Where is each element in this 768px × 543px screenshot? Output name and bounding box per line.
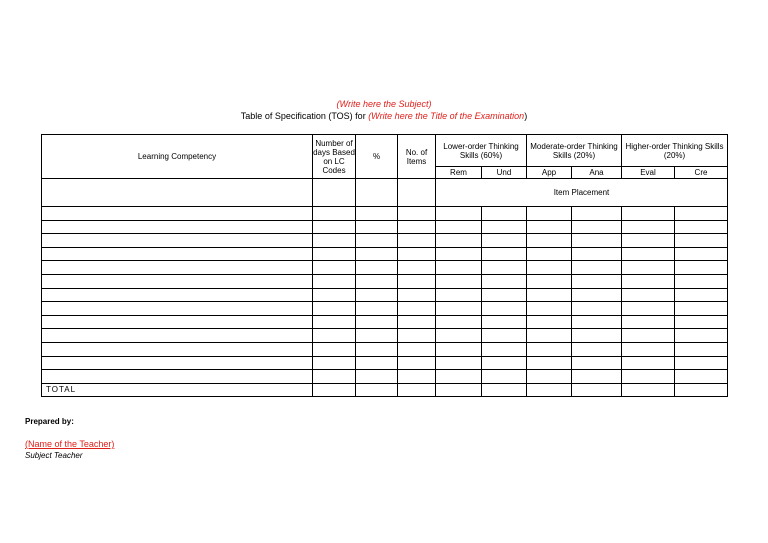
cre-cell[interactable] xyxy=(675,234,728,248)
items-cell[interactable] xyxy=(398,234,436,248)
ana-cell[interactable] xyxy=(572,356,622,370)
eval-cell[interactable] xyxy=(622,370,675,384)
competency-cell[interactable] xyxy=(42,234,313,248)
days-cell[interactable] xyxy=(313,302,356,316)
eval-cell[interactable] xyxy=(622,261,675,275)
items-cell[interactable] xyxy=(398,220,436,234)
percent-cell[interactable] xyxy=(356,261,398,275)
exam-title-placeholder: (Write here the Title of the Examination xyxy=(368,111,525,121)
items-cell[interactable] xyxy=(398,329,436,343)
header-items: No. of Items xyxy=(398,135,436,179)
app-cell[interactable] xyxy=(527,207,572,221)
days-cell[interactable] xyxy=(313,288,356,302)
app-cell[interactable] xyxy=(527,342,572,356)
blank-cell xyxy=(313,179,356,207)
cre-cell[interactable] xyxy=(675,247,728,261)
table-row xyxy=(42,274,728,288)
table-row xyxy=(42,234,728,248)
table-row xyxy=(42,247,728,261)
percent-cell[interactable] xyxy=(356,356,398,370)
blank-cell xyxy=(356,179,398,207)
ana-cell[interactable] xyxy=(572,234,622,248)
und-cell[interactable] xyxy=(482,261,527,275)
title-prefix: Table of Specification (TOS) for xyxy=(240,111,369,121)
und-cell[interactable] xyxy=(482,288,527,302)
total-eval-cell[interactable] xyxy=(622,383,675,396)
eval-cell[interactable] xyxy=(622,288,675,302)
header-cre: Cre xyxy=(675,167,728,179)
ana-cell[interactable] xyxy=(572,220,622,234)
app-cell[interactable] xyxy=(527,329,572,343)
eval-cell[interactable] xyxy=(622,329,675,343)
und-cell[interactable] xyxy=(482,356,527,370)
eval-cell[interactable] xyxy=(622,274,675,288)
days-cell[interactable] xyxy=(313,342,356,356)
items-cell[interactable] xyxy=(398,342,436,356)
items-cell[interactable] xyxy=(398,288,436,302)
table-row xyxy=(42,261,728,275)
competency-cell[interactable] xyxy=(42,315,313,329)
days-cell[interactable] xyxy=(313,220,356,234)
items-cell[interactable] xyxy=(398,356,436,370)
percent-cell[interactable] xyxy=(356,315,398,329)
percent-cell[interactable] xyxy=(356,207,398,221)
cre-cell[interactable] xyxy=(675,315,728,329)
blank-cell xyxy=(42,179,313,207)
items-cell[interactable] xyxy=(398,370,436,384)
header-und: Und xyxy=(482,167,527,179)
rem-cell[interactable] xyxy=(436,342,482,356)
competency-cell[interactable] xyxy=(42,370,313,384)
header-percent: % xyxy=(356,135,398,179)
teacher-role: Subject Teacher xyxy=(25,451,83,460)
cre-cell[interactable] xyxy=(675,342,728,356)
table-row xyxy=(42,207,728,221)
percent-cell[interactable] xyxy=(356,234,398,248)
days-cell[interactable] xyxy=(313,370,356,384)
header-app: App xyxy=(527,167,572,179)
cre-cell[interactable] xyxy=(675,288,728,302)
days-cell[interactable] xyxy=(313,261,356,275)
und-cell[interactable] xyxy=(482,220,527,234)
percent-cell[interactable] xyxy=(356,342,398,356)
eval-cell[interactable] xyxy=(622,207,675,221)
cre-cell[interactable] xyxy=(675,220,728,234)
table-row xyxy=(42,220,728,234)
header-ana: Ana xyxy=(572,167,622,179)
items-cell[interactable] xyxy=(398,261,436,275)
cre-cell[interactable] xyxy=(675,207,728,221)
total-percent-cell[interactable] xyxy=(356,383,398,396)
und-cell[interactable] xyxy=(482,274,527,288)
rem-cell[interactable] xyxy=(436,370,482,384)
competency-cell[interactable] xyxy=(42,329,313,343)
subject-placeholder: (Write here the Subject) xyxy=(336,99,432,109)
total-cre-cell[interactable] xyxy=(675,383,728,396)
und-cell[interactable] xyxy=(482,329,527,343)
app-cell[interactable] xyxy=(527,370,572,384)
table-row xyxy=(42,302,728,316)
table-row xyxy=(42,356,728,370)
rem-cell[interactable] xyxy=(436,220,482,234)
items-cell[interactable] xyxy=(398,247,436,261)
ana-cell[interactable] xyxy=(572,302,622,316)
und-cell[interactable] xyxy=(482,342,527,356)
items-cell[interactable] xyxy=(398,302,436,316)
total-row xyxy=(42,383,728,396)
app-cell[interactable] xyxy=(527,356,572,370)
competency-cell[interactable] xyxy=(42,356,313,370)
eval-cell[interactable] xyxy=(622,302,675,316)
competency-cell[interactable] xyxy=(42,207,313,221)
percent-cell[interactable] xyxy=(356,288,398,302)
ana-cell[interactable] xyxy=(572,342,622,356)
und-cell[interactable] xyxy=(482,247,527,261)
cre-cell[interactable] xyxy=(675,329,728,343)
und-cell[interactable] xyxy=(482,207,527,221)
competency-cell[interactable] xyxy=(42,302,313,316)
days-cell[interactable] xyxy=(313,234,356,248)
ana-cell[interactable] xyxy=(572,329,622,343)
competency-cell[interactable] xyxy=(42,261,313,275)
eval-cell[interactable] xyxy=(622,315,675,329)
header-item-placement: Item Placement xyxy=(436,179,728,207)
rem-cell[interactable] xyxy=(436,302,482,316)
ana-cell[interactable] xyxy=(572,274,622,288)
days-cell[interactable] xyxy=(313,356,356,370)
percent-cell[interactable] xyxy=(356,247,398,261)
items-cell[interactable] xyxy=(398,207,436,221)
table-row xyxy=(42,288,728,302)
total-ana-cell[interactable] xyxy=(572,383,622,396)
app-cell[interactable] xyxy=(527,288,572,302)
cre-cell[interactable] xyxy=(675,261,728,275)
total-label: TOTAL xyxy=(42,383,313,396)
days-cell[interactable] xyxy=(313,247,356,261)
und-cell[interactable] xyxy=(482,370,527,384)
ana-cell[interactable] xyxy=(572,315,622,329)
title-suffix: ) xyxy=(524,111,528,121)
app-cell[interactable] xyxy=(527,220,572,234)
total-und-cell[interactable] xyxy=(482,383,527,396)
table-row xyxy=(42,329,728,343)
eval-cell[interactable] xyxy=(622,342,675,356)
document-title xyxy=(0,111,768,121)
days-cell[interactable] xyxy=(313,315,356,329)
ana-cell[interactable] xyxy=(572,261,622,275)
percent-cell[interactable] xyxy=(356,274,398,288)
total-rem-cell[interactable] xyxy=(436,383,482,396)
table-row xyxy=(42,342,728,356)
rem-cell[interactable] xyxy=(436,261,482,275)
header-higher-order: Higher-order Thinking Skills (20%) xyxy=(622,135,728,167)
competency-cell[interactable] xyxy=(42,247,313,261)
cre-cell[interactable] xyxy=(675,274,728,288)
ana-cell[interactable] xyxy=(572,247,622,261)
app-cell[interactable] xyxy=(527,261,572,275)
app-cell[interactable] xyxy=(527,302,572,316)
app-cell[interactable] xyxy=(527,274,572,288)
competency-cell[interactable] xyxy=(42,342,313,356)
total-days-cell[interactable] xyxy=(313,383,356,396)
table-row xyxy=(42,315,728,329)
und-cell[interactable] xyxy=(482,302,527,316)
cre-cell[interactable] xyxy=(675,302,728,316)
blank-cell xyxy=(398,179,436,207)
ana-cell[interactable] xyxy=(572,370,622,384)
total-items-cell[interactable] xyxy=(398,383,436,396)
competency-cell[interactable] xyxy=(42,274,313,288)
prepared-by-label: Prepared by: xyxy=(25,417,74,426)
und-cell[interactable] xyxy=(482,315,527,329)
rem-cell[interactable] xyxy=(436,207,482,221)
items-cell[interactable] xyxy=(398,315,436,329)
header-learning-competency: Learning Competency xyxy=(42,135,313,179)
percent-cell[interactable] xyxy=(356,370,398,384)
days-cell[interactable] xyxy=(313,207,356,221)
rem-cell[interactable] xyxy=(436,315,482,329)
app-cell[interactable] xyxy=(527,234,572,248)
days-cell[interactable] xyxy=(313,329,356,343)
header-eval: Eval xyxy=(622,167,675,179)
header-days: Number of days Based on LC Codes xyxy=(313,135,356,179)
items-cell[interactable] xyxy=(398,274,436,288)
app-cell[interactable] xyxy=(527,247,572,261)
cre-cell[interactable] xyxy=(675,356,728,370)
tos-table xyxy=(41,134,728,397)
percent-cell[interactable] xyxy=(356,329,398,343)
app-cell[interactable] xyxy=(527,315,572,329)
und-cell[interactable] xyxy=(482,234,527,248)
ana-cell[interactable] xyxy=(572,288,622,302)
percent-cell[interactable] xyxy=(356,302,398,316)
header-moderate-order: Moderate-order Thinking Skills (20%) xyxy=(527,135,622,167)
eval-cell[interactable] xyxy=(622,220,675,234)
rem-cell[interactable] xyxy=(436,288,482,302)
percent-cell[interactable] xyxy=(356,220,398,234)
rem-cell[interactable] xyxy=(436,234,482,248)
total-app-cell[interactable] xyxy=(527,383,572,396)
teacher-name-placeholder: (Name of the Teacher) xyxy=(25,439,115,449)
rem-cell[interactable] xyxy=(436,247,482,261)
rem-cell[interactable] xyxy=(436,356,482,370)
header-lower-order: Lower-order Thinking Skills (60%) xyxy=(436,135,527,167)
header-rem: Rem xyxy=(436,167,482,179)
rem-cell[interactable] xyxy=(436,274,482,288)
rem-cell[interactable] xyxy=(436,329,482,343)
competency-cell[interactable] xyxy=(42,288,313,302)
eval-cell[interactable] xyxy=(622,247,675,261)
eval-cell[interactable] xyxy=(622,234,675,248)
eval-cell[interactable] xyxy=(622,356,675,370)
competency-cell[interactable] xyxy=(42,220,313,234)
table-row xyxy=(42,370,728,384)
cre-cell[interactable] xyxy=(675,370,728,384)
days-cell[interactable] xyxy=(313,274,356,288)
ana-cell[interactable] xyxy=(572,207,622,221)
